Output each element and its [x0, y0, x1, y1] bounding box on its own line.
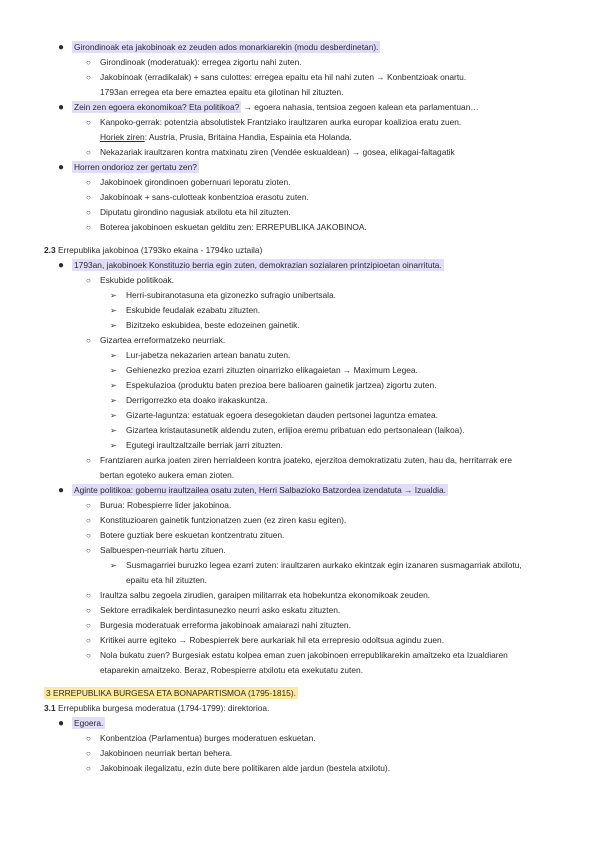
list-item: ○ Jakobinoak + sans-culotteak konbentzioa erasotu zuten. — [44, 190, 550, 205]
list-item: ➢ Gehienezko prezioa ezarri zituzten oinarrizko elikagaietan → Maximum Legea. — [44, 363, 550, 378]
list-item — [44, 160, 550, 175]
bullet-icon: ● — [58, 102, 65, 113]
circle-bullet-icon: ○ — [86, 764, 91, 773]
list-item: ○ Iraultza salbu zegoela zirudien, garaipen militarrak eta hobekuntza ekonomikoak zeuden. — [44, 588, 550, 603]
list-item: ➢ Gizarte-laguntza: estatuak egoera desegokietan dauden pertsonei laguntza ematea. — [44, 408, 550, 423]
list-item: ○ Konbentzioa (Parlamentua) burges moderatuen eskuetan. — [44, 731, 550, 746]
arrow-bullet-icon: ➢ — [110, 351, 117, 360]
circle-bullet-icon: ○ — [86, 208, 91, 217]
circle-bullet-icon: ○ — [86, 456, 91, 465]
list-item: ○ Jakobinoak ilegalizatu, ezin dute bere politikaren alde jardun (bestela atxilotu). — [44, 761, 550, 776]
arrow-bullet-icon: ➢ — [110, 366, 117, 375]
list-item: ➢ Eskubide feudalak ezabatu zituzten. — [44, 303, 550, 318]
list-item: ○ Kanpoko-gerrak: potentzia absolutistek Frantziako iraultzaren aurka europar koalizioa eratu zuen. — [44, 115, 550, 130]
circle-bullet-icon: ○ — [86, 546, 91, 555]
list-item: ○ Eskubide politikoak. — [44, 273, 550, 288]
highlighted-text: Egoera. — [74, 718, 104, 728]
circle-bullet-icon: ○ — [86, 531, 91, 540]
bullet-icon: ● — [58, 42, 65, 53]
list-item: ○ Konstituzioaren gainetik funtzionatzen zuen (ez ziren kasu egiten). — [44, 513, 550, 528]
circle-bullet-icon: ○ — [86, 749, 91, 758]
list-item: ○ Nekazariak iraultzaren kontra matxinatu ziren (Vendée eskualdean) → gosea, elikagai-faltagatik — [44, 145, 550, 160]
arrow-bullet-icon: ➢ — [110, 561, 117, 570]
list-item: ○ Kritikei aurre egiteko → Robespierrek bere aurkariak hil eta errepresio odoltsua agindu zuen. — [44, 633, 550, 648]
section-heading: 2.3 Errepublika jakobinoa (1793ko ekaina - 1794ko uztaila) — [44, 245, 263, 255]
list-item: ○ Girondinoak (moderatuak): erregea zigortu nahi zuten. — [44, 55, 550, 70]
circle-bullet-icon: ○ — [86, 606, 91, 615]
highlighted-text: Zein zen egoera ekonomikoa? Eta politikoa? — [74, 102, 240, 112]
list-item: ○ Burua: Robespierre lider jakobinoa. — [44, 498, 550, 513]
list-item-continuation: Horiek ziren: Austria, Prusia, Britaina Handia, Espainia eta Holanda. — [100, 132, 352, 142]
circle-bullet-icon: ○ — [86, 636, 91, 645]
circle-bullet-icon: ○ — [86, 276, 91, 285]
circle-bullet-icon: ○ — [86, 336, 91, 345]
list-item: ○ Frantziaren aurka joaten ziren herrialdeen kontra joateko, ejerzitoa demokratizatu zuten, hau da, herritarrak ere bertan egoteko aukera eman zioten. — [86, 455, 512, 480]
circle-bullet-icon: ○ — [86, 591, 91, 600]
list-item: ○ Diputatu girondino nagusiak atxilotu eta hil zituzten. — [44, 205, 550, 220]
circle-bullet-icon: ○ — [86, 58, 91, 67]
arrow-bullet-icon: ➢ — [110, 426, 117, 435]
list-item: ➢ Susmagarriei buruzko legea ezarri zuten: iraultzaren aurkako ekintzak egin izanaren susmagarriak atxilotu, epaitu eta hil zituzten. — [110, 560, 522, 585]
list-item: ➢ Herri-subiranotasuna eta gizonezko sufragio unibertsala. — [44, 288, 550, 303]
bullet-icon: ● — [58, 162, 65, 173]
highlighted-heading: 3 ERREPUBLIKA BURGESA ETA BONAPARTISMOA (1795-1815). — [46, 688, 296, 698]
list-item: ○ Nola bukatu zuen? Burgesiak estatu kolpea eman zuen jakobinoen errepublikarekin amaitzeko eta Izualdiaren etaparekin amaitzeko. Beraz, Robespierre atxilotu eta exekutatu zuten. — [86, 650, 508, 675]
list-item: ➢ Egutegi iraultzaltzaile berriak jarri zituzten. — [44, 438, 550, 453]
list-item: ○ Jakobinoak (erradikalak) + sans culottes: erregea epaitu eta hil nahi zuten → Konbentzioak onartu. — [44, 70, 550, 85]
highlighted-text: Horren ondorioz zer gertatu zen? — [74, 162, 197, 172]
circle-bullet-icon: ○ — [86, 193, 91, 202]
bullet-icon: ● — [58, 718, 65, 729]
list-item: ○ Jakobinoen neurriak bertan behera. — [44, 746, 550, 761]
circle-bullet-icon: ○ — [86, 621, 91, 630]
list-item: ➢ Lur-jabetza nekazarien artean banatu zuten. — [44, 348, 550, 363]
arrow-bullet-icon: ➢ — [110, 321, 117, 330]
arrow-bullet-icon: ➢ — [110, 396, 117, 405]
circle-bullet-icon: ○ — [86, 516, 91, 525]
list-item: ➢ Bizitzeko eskubidea, beste edozeinen gainetik. — [44, 318, 550, 333]
list-item — [44, 40, 550, 55]
subsection-heading: 3.1 Errepublika burgesa moderatua (1794-1799): direktorioa. — [44, 703, 270, 713]
highlighted-text: Girondinoak eta jakobinoak ez zeuden ados monarkiarekin (modu desberdinetan). — [74, 42, 379, 52]
highlighted-text: Aginte politikoa: gobernu iraultzailea osatu zuten, Herri Salbazioko Batzordea izendatuta → Izualdia. — [74, 485, 446, 495]
bullet-icon: ● — [58, 260, 65, 271]
list-item — [44, 716, 550, 731]
list-item: ➢ Espekulazioa (produktu baten prezioa bere balioaren gainetik jartzea) zigortu zuten. — [44, 378, 550, 393]
list-item: ➢ Gizartea kristautasunetik aldendu zuten, erlijioa eremu pribatuan edo pertsonalean (laikoa). — [44, 423, 550, 438]
arrow-bullet-icon: ➢ — [110, 381, 117, 390]
list-item: ○ Sektore erradikalek berdintasunezko neurri asko eskatu zituzten. — [44, 603, 550, 618]
arrow-bullet-icon: ➢ — [110, 411, 117, 420]
list-item: ➢ Derrigorrezko eta doako irakaskuntza. — [44, 393, 550, 408]
list-item: ○ Burgesia moderatuak erreforma jakobinoak amaiarazi nahi zituzten. — [44, 618, 550, 633]
list-item: ○ Jakobinoek girondinoen gobernuari leporatu zioten. — [44, 175, 550, 190]
list-item: ○ Botere guztiak bere eskuetan kontzentratu zituen. — [44, 528, 550, 543]
circle-bullet-icon: ○ — [86, 73, 91, 82]
list-item: ○ Gizartea erreformatzeko neurriak. — [44, 333, 550, 348]
arrow-bullet-icon: ➢ — [110, 306, 117, 315]
arrow-bullet-icon: ➢ — [110, 291, 117, 300]
highlighted-text: 1793an, jakobinoek Konstituzio berria egin zuten, demokrazian sozialaren printzipioetan oinarrituta. — [74, 260, 442, 270]
list-item: ● Zein zen egoera ekonomikoa? Eta politikoa? → egoera nahasia, tentsioa zegoen kalean eta parlamentuan… — [58, 102, 479, 113]
section-heading — [44, 686, 550, 701]
arrow-bullet-icon: ➢ — [110, 441, 117, 450]
list-item — [44, 258, 550, 273]
circle-bullet-icon: ○ — [86, 734, 91, 743]
circle-bullet-icon: ○ — [86, 178, 91, 187]
circle-bullet-icon: ○ — [86, 148, 91, 157]
circle-bullet-icon: ○ — [86, 651, 91, 660]
bullet-icon: ● — [58, 485, 65, 496]
list-item: ○ Boterea jakobinoen eskuetan gelditu zen: ERREPUBLIKA JAKOBINOA. — [44, 220, 550, 235]
list-item-continuation: 1793an erregea eta bere emaztea epaitu eta gilotinan hil zituzten. — [100, 87, 344, 97]
circle-bullet-icon: ○ — [86, 223, 91, 232]
circle-bullet-icon: ○ — [86, 118, 91, 127]
list-item: ○ Salbuespen-neurriak hartu zituen. — [44, 543, 550, 558]
circle-bullet-icon: ○ — [86, 501, 91, 510]
list-item — [44, 483, 550, 498]
